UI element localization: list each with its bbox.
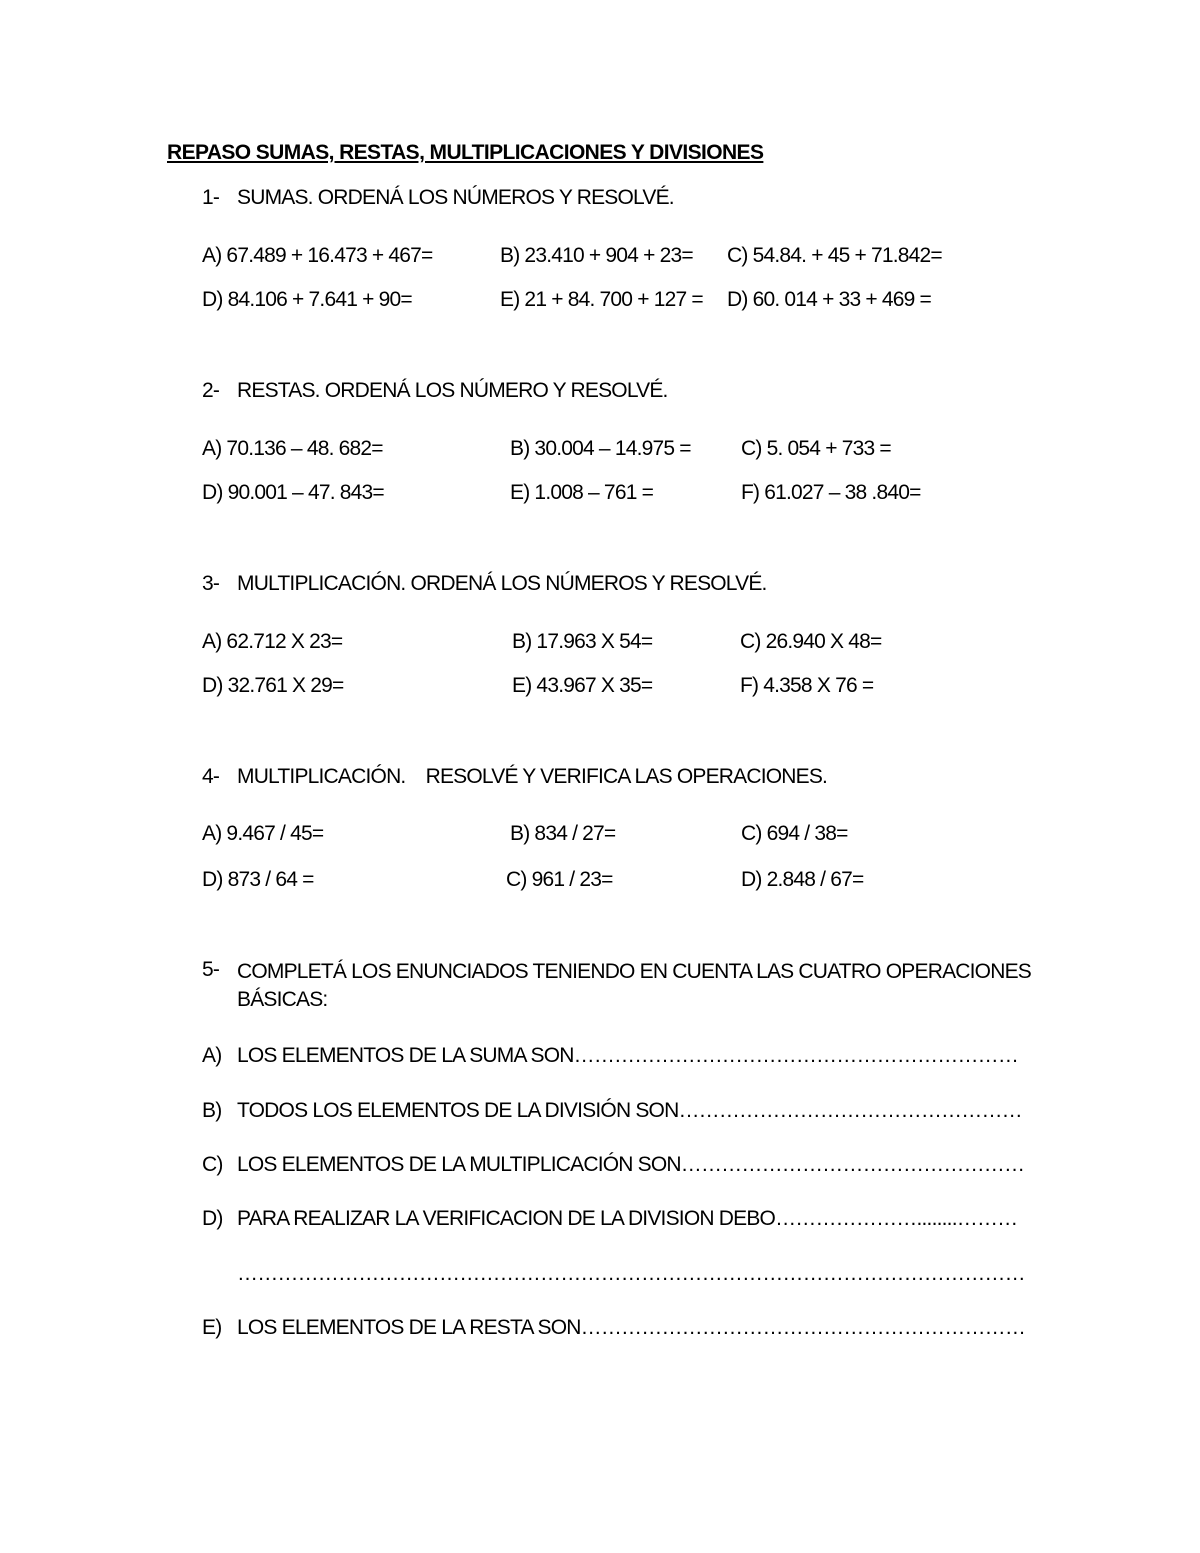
- section-number: 2-: [202, 379, 220, 402]
- item-text: LOS ELEMENTOS DE LA RESTA SON…………………………………………………………: [237, 1316, 1026, 1339]
- section-number: 5-: [202, 958, 220, 981]
- exercise-row: [0, 244, 1200, 274]
- exercise-item: C) 5. 054 + 733 =: [741, 437, 891, 460]
- exercise-item: C) 54.84. + 45 + 71.842=: [727, 244, 942, 267]
- exercise-item: B) 30.004 – 14.975 =: [510, 437, 691, 460]
- exercise-item: D) 32.761 X 29=: [202, 674, 344, 697]
- exercise-item: D) 60. 014 + 33 + 469 =: [727, 288, 932, 311]
- exercise-row: [0, 288, 1200, 318]
- section-title: MULTIPLICACIÓN. ORDENÁ LOS NÚMEROS Y RESOLVÉ.: [237, 572, 767, 595]
- section-title: MULTIPLICACIÓN. RESOLVÉ Y VERIFICA LAS OPERACIONES.: [237, 765, 828, 788]
- exercise-item: D) 84.106 + 7.641 + 90=: [202, 288, 412, 311]
- exercise-item: B) 17.963 X 54=: [512, 630, 653, 653]
- section-title: SUMAS. ORDENÁ LOS NÚMEROS Y RESOLVÉ.: [237, 186, 674, 209]
- item-label: B): [202, 1099, 222, 1122]
- exercise-item: A) 67.489 + 16.473 + 467=: [202, 244, 433, 267]
- exercise-item: E) 43.967 X 35=: [512, 674, 653, 697]
- exercise-row: [0, 437, 1200, 467]
- exercise-item: C) 26.940 X 48=: [740, 630, 882, 653]
- section-title: COMPLETÁ LOS ENUNCIADOS TENIENDO EN CUENTA LAS CUATRO OPERACIONES BÁSICAS:: [237, 960, 1031, 1011]
- exercise-item: C) 694 / 38=: [741, 822, 848, 845]
- section-number: 4-: [202, 765, 220, 788]
- exercise-item: F) 4.358 X 76 =: [740, 674, 874, 697]
- item-label: C): [202, 1153, 223, 1176]
- section-title: RESTAS. ORDENÁ LOS NÚMERO Y RESOLVÉ.: [237, 379, 668, 402]
- exercise-item: F) 61.027 – 38 .840=: [741, 481, 921, 504]
- exercise-item: A) 62.712 X 23=: [202, 630, 343, 653]
- exercise-item: E) 1.008 – 761 =: [510, 481, 654, 504]
- exercise-item: D) 873 / 64 =: [202, 868, 314, 891]
- section-number: 1-: [202, 186, 220, 209]
- page-title: REPASO SUMAS, RESTAS, MULTIPLICACIONES Y DIVISIONES: [167, 141, 764, 164]
- exercise-item: D) 90.001 – 47. 843=: [202, 481, 384, 504]
- exercise-row: [0, 481, 1200, 511]
- item-text: LOS ELEMENTOS DE LA SUMA SON…………………………………………………………: [237, 1044, 1019, 1067]
- exercise-item: A) 70.136 – 48. 682=: [202, 437, 383, 460]
- exercise-item: B) 23.410 + 904 + 23=: [500, 244, 693, 267]
- item-text: PARA REALIZAR LA VERIFICACION DE LA DIVISION DEBO…………………........………: [237, 1207, 1018, 1230]
- item-label: E): [202, 1316, 222, 1339]
- exercise-item: E) 21 + 84. 700 + 127 =: [500, 288, 703, 311]
- exercise-row: [0, 868, 1200, 898]
- exercise-row: [0, 822, 1200, 852]
- exercise-item: D) 2.848 / 67=: [741, 868, 864, 891]
- exercise-item: C) 961 / 23=: [506, 868, 613, 891]
- exercise-item: B) 834 / 27=: [510, 822, 616, 845]
- item-text: LOS ELEMENTOS DE LA MULTIPLICACIÓN SON……………………………………………: [237, 1153, 1025, 1176]
- item-text: ………………………………………………………………………………………………………: [237, 1262, 1025, 1285]
- item-label: D): [202, 1207, 223, 1230]
- exercise-item: A) 9.467 / 45=: [202, 822, 324, 845]
- item-label: A): [202, 1044, 222, 1067]
- item-text: TODOS LOS ELEMENTOS DE LA DIVISIÓN SON……………………………………………: [237, 1099, 1022, 1122]
- exercise-row: [0, 630, 1200, 660]
- exercise-row: [0, 674, 1200, 704]
- section-number: 3-: [202, 572, 220, 595]
